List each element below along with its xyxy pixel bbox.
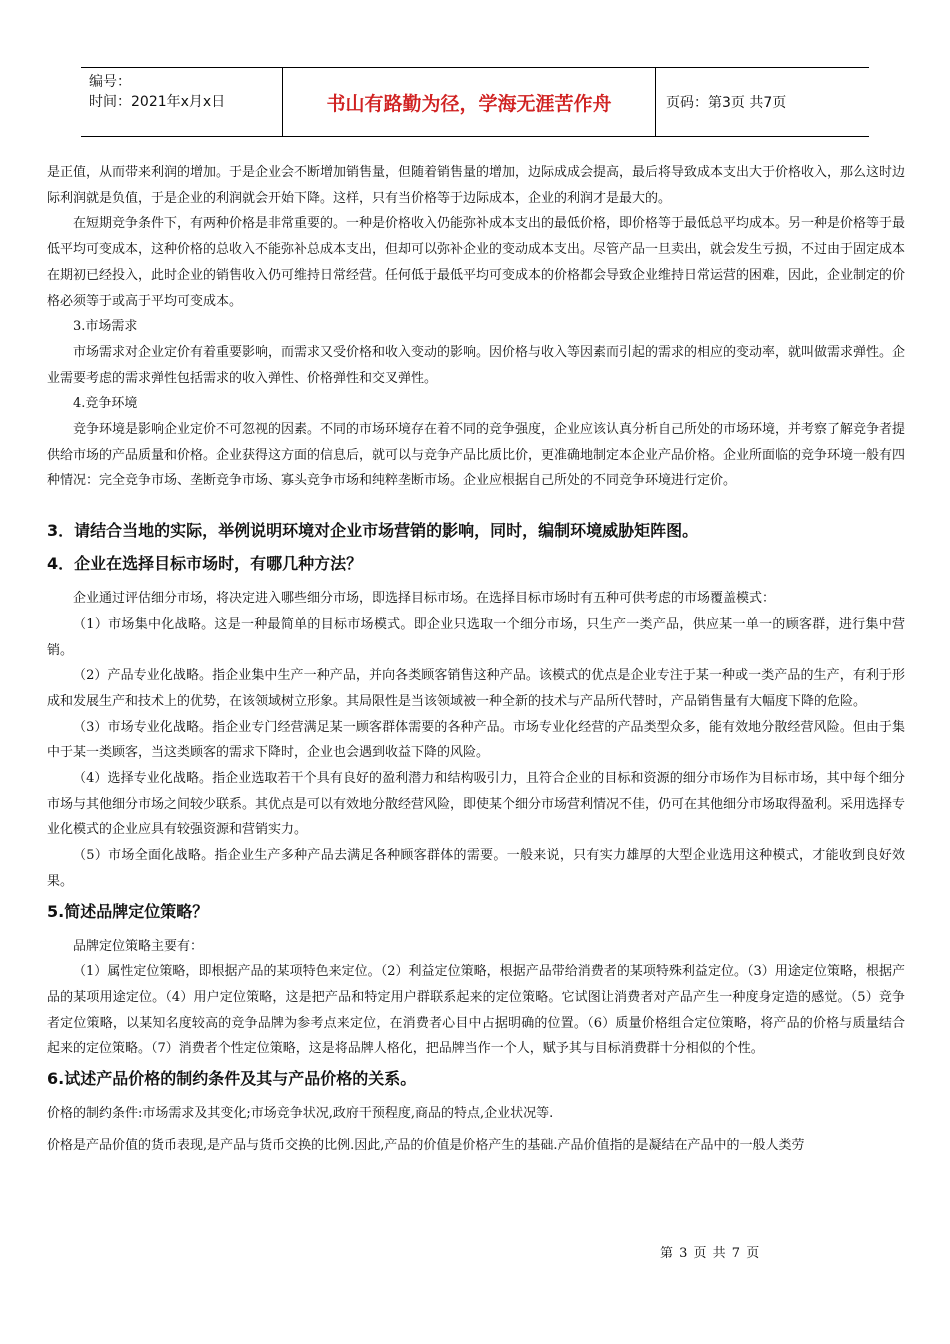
header-motto: 书山有路勤为径，学海无涯苦作舟 bbox=[283, 68, 656, 136]
list-item: （4）选择专业化战略。指企业选取若干个具有良好的盈利潜力和结构吸引力，且符合企业的目标和资源的细分市场作为目标市场，其中每个细分市场与其他细分市场之间较少联系。其优点是可以有效地分散经营风险，即使某个细分市场营利情况不佳，仍可在其他细分市场取得盈利。采用选择专业化模式的企业应具有较强资源和营销实力。 bbox=[47, 771, 906, 838]
list-item: （1）市场集中化战略。这是一种最简单的目标市场模式。即企业只选取一个细分市场，只生产一类产品，供应某一单一的顾客群，进行集中营销。 bbox=[47, 616, 905, 658]
list-item: （2）产品专业化战略。指企业集中生产一种产品，并向各类顾客销售这种产品。该模式的优点是企业专注于某一种或一类产品的生产，有利于形成和发展生产和技术上的优势，在该领域树立形象。其局限性是当该领域被一种全新的技术与产品所代替时，产品销售量有大幅度下降的危险。 bbox=[47, 668, 905, 709]
q5-intro: 品牌定位策略主要有： bbox=[73, 938, 204, 954]
question-6-title: 6.试述产品价格的制约条件及其与产品价格的关系。 bbox=[47, 1069, 417, 1089]
question-3-title: 3．请结合当地的实际，举例说明环境对企业市场营销的影响，同时，编制环境威胁矩阵图。 bbox=[47, 521, 699, 541]
paragraph: 竞争环境是影响企业定价不可忽视的因素。不同的市场环境存在着不同的竞争强度，企业应该认真分析自己所处的市场环境，并考察了解竞争者提供给市场的产品质量和价格。企业获得这方面的信息后，就可以与竞争产品比质比价，更准确地制定本企业产品价格。企业所面临的竞争环境一般有四种情况：完全竞争市场、垄断竞争市场、寡头竞争市场和纯粹垄断市场。企业应根据自己所处的不同竞争环境进行定价。 bbox=[47, 422, 906, 489]
question-5-title: 5.简述品牌定位策略？ bbox=[47, 901, 209, 921]
number-label: 编号： bbox=[89, 74, 131, 90]
q4-intro: 企业通过评估细分市场，将决定进入哪些细分市场，即选择目标市场。在选择目标市场时有五种可供考虑的市场覆盖模式： bbox=[73, 591, 776, 607]
question-4-title: 4．企业在选择目标市场时，有哪几种方法？ bbox=[47, 554, 363, 574]
paragraph: 价格的制约条件:市场需求及其变化;市场竞争状况,政府干预程度,商品的特点,企业状况等. bbox=[47, 1106, 554, 1122]
section-heading-market-demand: 3.市场需求 bbox=[73, 319, 138, 335]
paragraph: 是正值，从而带来利润的增加。于是企业会不断增加销售量，但随着销售量的增加，边际成成会提高，最后将导致成本支出大于价格收入，那么这时边际利润就是负值，于是企业的利润就会开始下降。这样，只有当价格等于边际成本，企业的利润才是最大的。 bbox=[47, 165, 906, 206]
page-header bbox=[81, 67, 869, 137]
list-item: （5）市场全面化战略。指企业生产多种产品去满足各种顾客群体的需要。一般来说，只有实力雄厚的大型企业选用这种模式，才能收到良好效果。 bbox=[47, 848, 905, 889]
page-footer: 第 3 页 共 7 页 bbox=[660, 1246, 761, 1261]
section-heading-competition: 4.竞争环境 bbox=[73, 396, 138, 412]
paragraph: （1）属性定位策略，即根据产品的某项特色来定位。（2）利益定位策略，根据产品带给消费者的某项特殊利益定位。（3）用途定位策略，根据产品的某项用途定位。（4）用户定位策略，这是把产品和特定用户群联系起来的定位策略。它试图让消费者对产品产生一种度身定造的感觉。（5）竞争者定位策略，以某知名度较高的竞争品牌为参考点来定位，在消费者心目中占据明确的位置。（6）质量价格组合定位策略，将产品的价格与质量结合起来的定位策略。（7）消费者个性定位策略，这是将品牌人格化，把品牌当作一个人，赋予其与目标消费群十分相似的个性。 bbox=[47, 964, 905, 1057]
header-page-info: 页码：第3页 共7页 bbox=[666, 95, 787, 111]
list-item: （3）市场专业化战略。指企业专门经营满足某一顾客群体需要的各种产品。市场专业化经营的产品类型众多，能有效地分散经营风险。但由于集中于某一类顾客，当这类顾客的需求下降时，企业也会遇到收益下降的风险。 bbox=[47, 719, 905, 761]
document-body bbox=[47, 160, 905, 1159]
paragraph: 在短期竞争条件下，有两种价格是非常重要的。一种是价格收入仍能弥补成本支出的最低价格，即价格等于最低总平均成本。另一种是价格等于最低平均可变成本，这种价格的总收入不能弥补总成本支出，但却可以弥补企业的变动成本支出。尽管产品一旦卖出，就会发生亏损，不过由于固定成本在期初已经投入，此时企业的销售收入仍可维持日常经营。任何低于最低平均可变成本的价格都会导致企业维持日常运营的困难，因此，企业制定的价格必须等于或高于平均可变成本。 bbox=[47, 216, 906, 309]
paragraph: 价格是产品价值的货币表现,是产品与货币交换的比例.因此,产品的价值是价格产生的基础.产品价值指的是凝结在产品中的一般人类劳 bbox=[47, 1137, 805, 1153]
header-meta bbox=[81, 68, 283, 136]
paragraph: 市场需求对企业定价有着重要影响，而需求又受价格和收入变动的影响。因价格与收入等因素而引起的需求的相应的变动率，就叫做需求弹性。企业需要考虑的需求弹性包括需求的收入弹性、价格弹性和交叉弹性。 bbox=[47, 344, 906, 386]
date-label: 时间：2021年x月x日 bbox=[89, 94, 226, 110]
